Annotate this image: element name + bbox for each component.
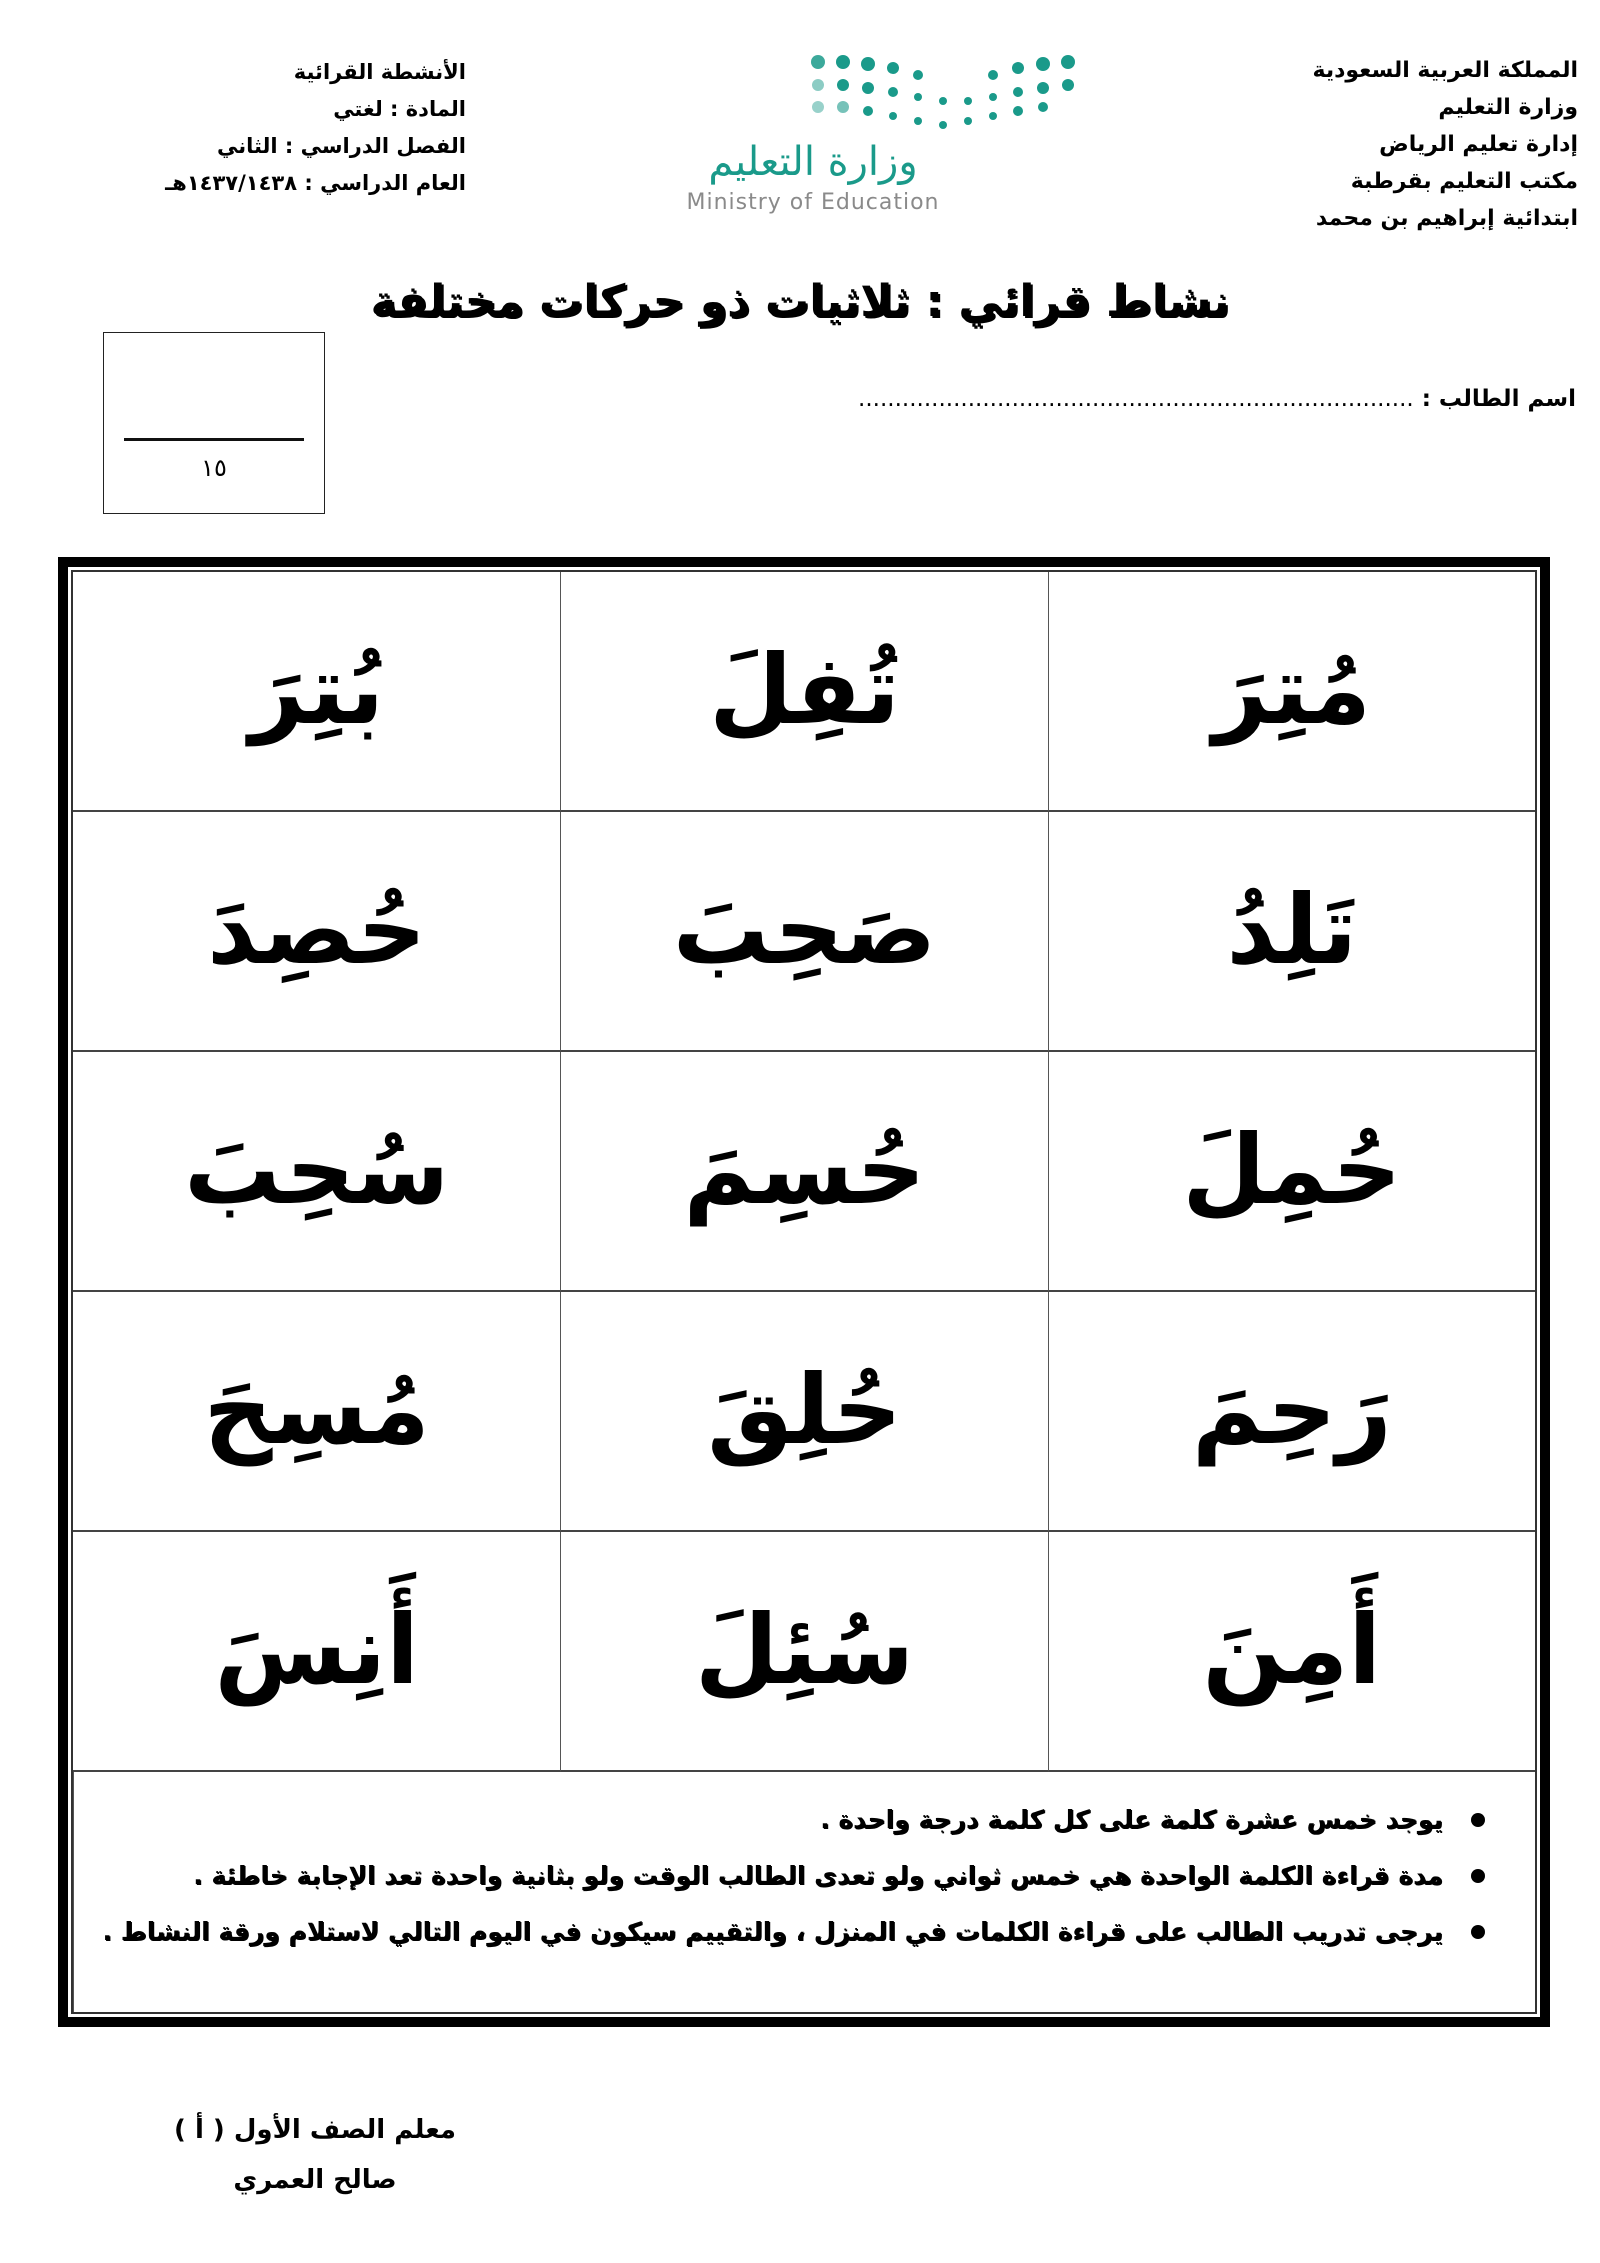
instructions-list <box>102 1792 1485 1960</box>
student-name-field[interactable] <box>860 386 1576 412</box>
word-cell: مُسِحَ <box>73 1292 560 1532</box>
word-cell: تُفِلَ <box>560 572 1047 812</box>
word-cell: تَلِدُ <box>1048 812 1535 1052</box>
instruction-item: مدة قراءة الكلمة الواحدة هي خمس ثواني ولو تعدى الطالب الوقت ولو بثانية واحدة تعد الإجابة خاطئة . <box>114 1848 1443 1904</box>
student-name-blank[interactable]: ............................................................................ <box>858 386 1414 412</box>
instruction-item: يرجى تدريب الطالب على قراءة الكلمات في المنزل ، والتقييم سيكون في اليوم التالي لاستلام ورقة النشاط . <box>114 1904 1443 1960</box>
semester: الفصل الدراسي : الثاني <box>216 134 466 158</box>
logo-english-text: Ministry of Education <box>686 190 940 215</box>
student-name-label: اسم الطالب : <box>1421 386 1576 412</box>
word-cell: رَحِمَ <box>1048 1292 1535 1532</box>
teacher-title: معلم الصف الأول ( أ ) <box>174 2115 456 2145</box>
word-cell: بُتِرَ <box>73 572 560 812</box>
school-header <box>1150 52 1578 237</box>
logo-dots-icon <box>808 52 1088 132</box>
word-cell: حُصِدَ <box>73 812 560 1052</box>
page-title: نشاط قرائي : ثلاثيات ذو حركات مختلفة <box>370 276 1230 327</box>
words-table <box>58 557 1550 2027</box>
country-name: المملكة العربية السعودية <box>1312 58 1578 83</box>
word-cell: مُتِرَ <box>1048 572 1535 812</box>
subject-header <box>100 54 466 202</box>
word-cell: صَحِبَ <box>560 812 1047 1052</box>
school-name: ابتدائية إبراهيم بن محمد <box>1315 206 1578 231</box>
word-cell: سُحِبَ <box>73 1052 560 1292</box>
bullet-icon <box>1471 1813 1485 1827</box>
score-box <box>103 332 325 514</box>
subject: المادة : لغتي <box>333 97 466 121</box>
administration-name: إدارة تعليم الرياض <box>1379 132 1578 157</box>
word-cell: أَمِنَ <box>1048 1532 1535 1772</box>
activity-type: الأنشطة القرائية <box>293 60 466 84</box>
word-cell: حُلِقَ <box>560 1292 1047 1532</box>
teacher-name: صالح العمري <box>233 2165 397 2195</box>
bullet-icon <box>1471 1925 1485 1939</box>
word-cell: حُسِمَ <box>560 1052 1047 1292</box>
word-cell: حُمِلَ <box>1048 1052 1535 1292</box>
ministry-name: وزارة التعليم <box>1438 95 1578 120</box>
score-total: ١٥ <box>201 454 227 482</box>
teacher-signature <box>150 2105 480 2205</box>
word-cell: أَنِسَ <box>73 1532 560 1772</box>
academic-year: العام الدراسي : ١٤٣٧/١٤٣٨هـ <box>165 171 466 195</box>
logo-arabic-text: وزارة التعليم <box>708 139 918 185</box>
bullet-icon <box>1471 1869 1485 1883</box>
instructions-section <box>73 1772 1535 2012</box>
office-name: مكتب التعليم بقرطبة <box>1350 169 1578 194</box>
ministry-logo <box>648 52 1084 222</box>
word-cell: سُئِلَ <box>560 1532 1047 1772</box>
instruction-item: يوجد خمس عشرة كلمة على كل كلمة درجة واحدة . <box>114 1792 1443 1848</box>
score-divider <box>124 438 304 441</box>
